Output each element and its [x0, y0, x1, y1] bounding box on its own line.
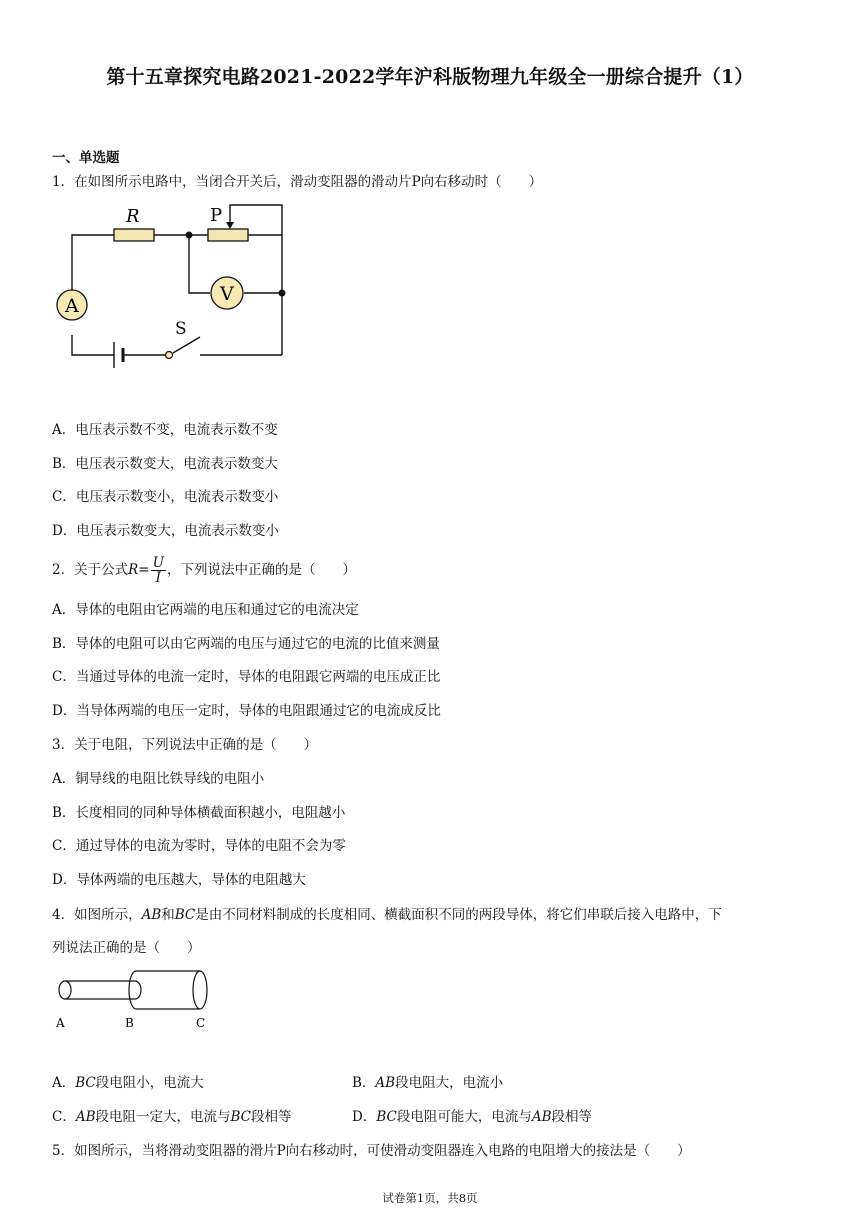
- q4-option-d[interactable]: [352, 1108, 592, 1126]
- q2-option-d[interactable]: D．当导体两端的电压一定时，导体的电阻跟通过它的电流成反比: [52, 703, 441, 719]
- q4-option-a-letter: A．: [52, 1075, 76, 1091]
- question-3-stem: 3．关于电阻，下列说法中正确的是（ ）: [52, 737, 318, 753]
- q2-stem-post: ，下列说法中正确的是（ ）: [166, 562, 356, 578]
- q4-option-b[interactable]: [352, 1074, 503, 1092]
- q2-option-a[interactable]: A．导体的电阻由它两端的电压和通过它的电流决定: [52, 602, 359, 618]
- q4-option-a-seg: BC: [75, 1075, 96, 1091]
- q2-fraction-numerator: U: [152, 555, 164, 571]
- question-1-stem: 1．在如图所示电路中，当闭合开关后，滑动变阻器的滑动片P向右移动时（ ）: [52, 174, 543, 190]
- q4-option-a[interactable]: [52, 1074, 204, 1092]
- resistor-r: [114, 229, 154, 241]
- label-r: R: [126, 206, 140, 227]
- switch-contact: [166, 352, 173, 359]
- q2-formula-lhs: R=: [128, 562, 150, 578]
- q1-option-c[interactable]: C．电压表示数变小，电流表示数变小: [52, 489, 279, 505]
- q3-option-b[interactable]: B．长度相同的同种导体横截面积越小，电阻越小: [52, 805, 346, 821]
- q3-option-a[interactable]: A．铜导线的电阻比铁导线的电阻小: [52, 771, 265, 787]
- q4-option-c-seg2: BC: [230, 1109, 252, 1125]
- label-v: V: [220, 283, 234, 305]
- page-title: 第十五章探究电路2021-2022学年沪科版物理九年级全一册综合提升（1）: [106, 66, 754, 88]
- q4-stem-num: 4．如图所示，: [52, 907, 142, 923]
- q4-stem-rest: 是由不同材料制成的长度相同、横截面积不同的两段导体，将它们串联后接入电路中，下: [195, 907, 722, 923]
- question-4-stem-line2: 列说法正确的是（ ）: [52, 940, 201, 956]
- q4-and: 和: [161, 907, 175, 923]
- q4-option-d-seg2: AB: [531, 1109, 552, 1125]
- q4-option-b-letter: B．: [352, 1075, 376, 1091]
- q4-option-d-seg: BC: [376, 1109, 397, 1125]
- q2-stem-pre: 2．关于公式: [52, 562, 129, 578]
- q2-fraction: [151, 556, 166, 585]
- label-s: S: [175, 319, 187, 339]
- circuit-diagram-q1: [50, 200, 300, 375]
- conductor-diagram-q4: [50, 965, 220, 1030]
- page-footer: 试卷第1页，共8页: [382, 1191, 478, 1205]
- q4-option-c[interactable]: [52, 1108, 292, 1126]
- q4-option-d-text2: 段相等: [551, 1109, 593, 1125]
- q2-fraction-denominator: I: [155, 570, 161, 586]
- q1-option-d[interactable]: D．电压表示数变大，电流表示数变小: [52, 523, 279, 539]
- q4-option-c-text2: 段相等: [251, 1109, 292, 1125]
- fig-label-a: A: [56, 1016, 65, 1030]
- q2-option-b[interactable]: B．导体的电阻可以由它两端的电压与通过它的电流的比值来测量: [52, 636, 440, 652]
- label-a: A: [65, 295, 79, 317]
- q4-seg-ab: AB: [141, 907, 162, 923]
- fig-label-b: B: [125, 1016, 134, 1030]
- q4-option-d-text1: 段电阻可能大，电流与: [396, 1109, 532, 1125]
- q4-option-b-text: 段电阻大，电流小: [395, 1075, 504, 1091]
- label-p: P: [210, 205, 223, 226]
- q3-option-c[interactable]: C．通过导体的电流为零时，导体的电阻不会为零: [52, 838, 346, 854]
- fig-label-c: C: [196, 1016, 206, 1030]
- question-2-stem: [52, 554, 356, 586]
- q1-option-a[interactable]: A．电压表示数不变，电流表示数不变: [52, 422, 278, 438]
- section-heading: 一、单选题: [52, 150, 120, 166]
- question-4-stem: [52, 906, 722, 924]
- q4-option-c-letter: C．: [52, 1109, 76, 1125]
- q4-option-c-text1: 段电阻一定大，电流与: [95, 1109, 231, 1125]
- q2-option-c[interactable]: C．当通过导体的电流一定时，导体的电阻跟它两端的电压成正比: [52, 669, 441, 685]
- q4-option-c-seg: AB: [75, 1109, 96, 1125]
- q1-option-b[interactable]: B．电压表示数变大，电流表示数变大: [52, 456, 278, 472]
- q3-option-d[interactable]: D．导体两端的电压越大，导体的电阻越大: [52, 872, 306, 888]
- question-5-stem: 5．如图所示，当将滑动变阻器的滑片P向右移动时，可使滑动变阻器连入电路的电阻增大的接法是（ ）: [52, 1143, 691, 1159]
- q4-option-d-letter: D．: [352, 1109, 377, 1125]
- rheostat: [208, 229, 248, 241]
- q4-option-b-seg: AB: [375, 1075, 396, 1091]
- q4-seg-bc: BC: [174, 907, 196, 923]
- q4-option-a-text: 段电阻小，电流大: [95, 1075, 204, 1091]
